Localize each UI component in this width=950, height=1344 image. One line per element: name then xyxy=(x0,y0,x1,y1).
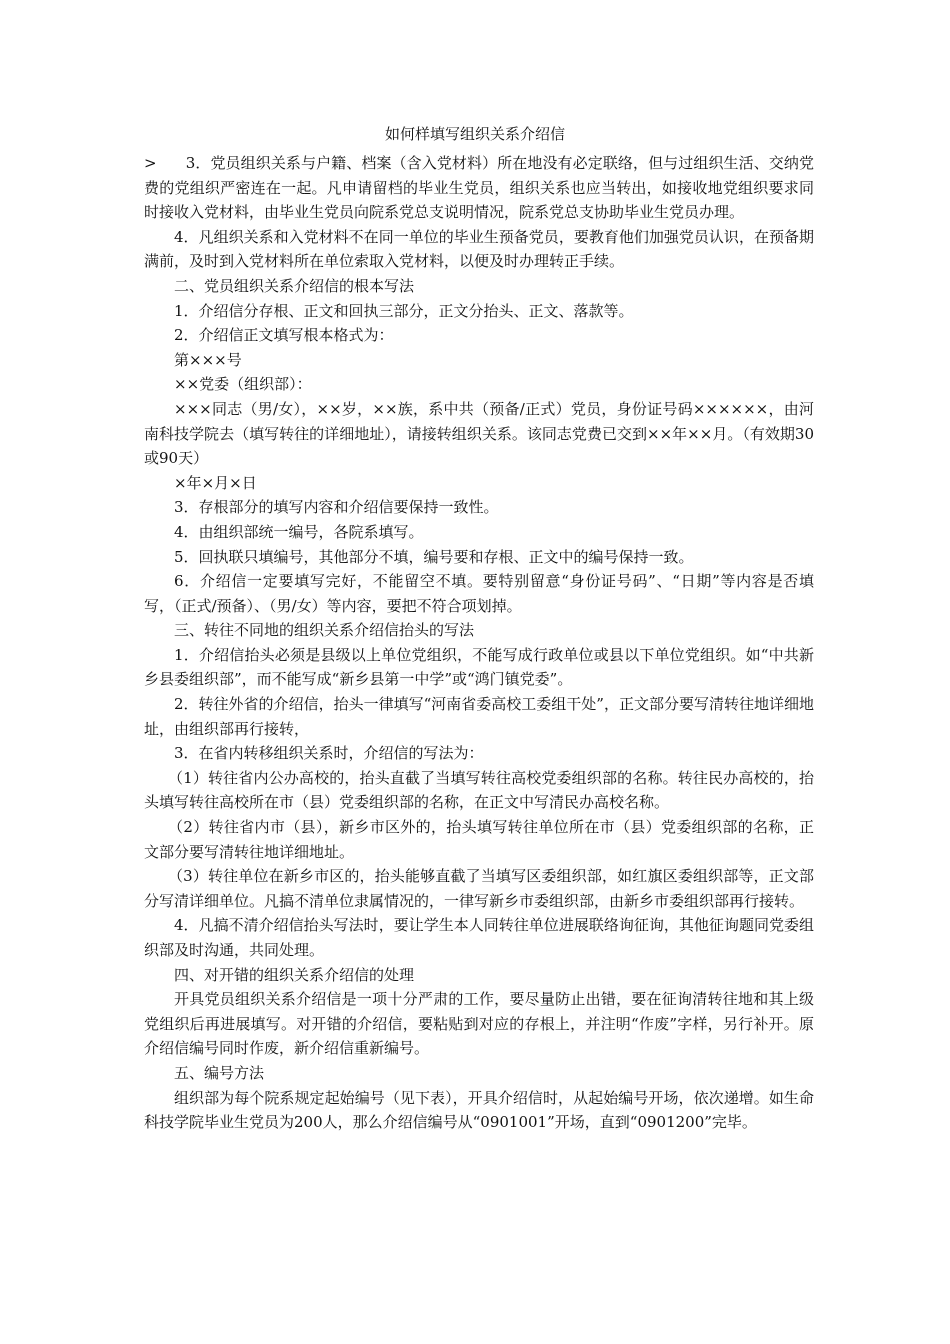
paragraph: 2．介绍信正文填写根本格式为： xyxy=(174,326,394,345)
paragraph: 第×××号 xyxy=(174,350,242,369)
paragraph: 4．凡组织关系和入党材料不在同一单位的毕业生预备党员，要教育他们加强党员认识，在预备期满前，及时到入党材料所在单位索取入党材料，以便及时办理转正手续。 xyxy=(144,227,814,271)
paragraph-text: 3．党员组织关系与户籍、档案（含入党材料）所在地没有必定联络，但与过组织生活、交纳党费的党组织严密连在一起。凡申请留档的毕业生党员，组织关系也应当转出，如接收地党组织要求同时接收入党材料，由毕业生党员向院系党总支说明情况，院系党总支协助毕业生党员办理。 xyxy=(144,154,814,222)
paragraph: （3）转往单位在新乡市区的，抬头能够直截了当填写区委组织部，如红旗区委组织部等，正文部分写清详细单位。凡搞不清单位隶属情况的，一律写新乡市委组织部，由新乡市委组织部再行接转。 xyxy=(144,867,814,910)
paragraph: 2．转往外省的介绍信，抬头一律填写“河南省委高校工委组干处”，正文部分要写清转往地详细地址，由组织部再行接转， xyxy=(144,695,814,738)
paragraph: 开具党员组织关系介绍信是一项十分严肃的工作，要尽量防止出错，要在征询清转往地和其上级党组织后再进展填写。对开错的介绍信，要粘贴到对应的存根上，并注明“作废”字样，另行补开。原介绍信编号同时作废，新介绍信重新编号。 xyxy=(144,990,814,1058)
paragraph: 1．介绍信抬头必须是县级以上单位党组织，不能写成行政单位或县以下单位党组织。如“中共新乡县委组织部”，而不能写成“新乡县第一中学”或“鸿门镇党委”。 xyxy=(144,645,814,689)
paragraph: 组织部为每个院系规定起始编号（见下表），开具介绍信时，从起始编号开场，依次递增。如生命科技学院毕业生党员为200人，那么介绍信编号从“0901001”开场，直到“0901200”完毕。 xyxy=(144,1088,814,1132)
paragraph: 4．凡搞不清介绍信抬头写法时，要让学生本人同转往单位进展联络询征询，其他征询题同党委组织部及时沟通，共同处理。 xyxy=(144,916,814,959)
paragraph: ××党委（组织部）： xyxy=(174,375,312,394)
document-title: 如何样填写组织关系介绍信 xyxy=(384,125,565,143)
section-heading: 五、编号方法 xyxy=(174,1063,265,1082)
section-heading: 四、对开错的组织关系介绍信的处理 xyxy=(174,965,415,984)
paragraph: 1．介绍信分存根、正文和回执三部分，正文分抬头、正文、落款等。 xyxy=(174,301,634,320)
paragraph: ×年×月×日 xyxy=(174,473,257,492)
list-marker: > xyxy=(144,154,157,172)
paragraph: （1）转往省内公办高校的，抬头直截了当填写转往高校党委组织部的名称。转往民办高校的，抬头填写转往高校所在市（县）党委组织部的名称，在正文中写清民办高校名称。 xyxy=(144,768,814,812)
section-heading: 三、转往不同地的组织关系介绍信抬头的写法 xyxy=(174,621,475,640)
paragraph: 3．存根部分的填写内容和介绍信要保持一致性。 xyxy=(174,498,499,517)
paragraph: 5．回执联只填编号，其他部分不填，编号要和存根、正文中的编号保持一致。 xyxy=(174,547,694,566)
paragraph: 6．介绍信一定要填写完好，不能留空不填。要特别留意“身份证号码”、“日期”等内容是否填写，（正式/预备）、（男/女）等内容，要把不符合项划掉。 xyxy=(144,572,814,615)
paragraph: 3．在省内转移组织关系时，介绍信的写法为： xyxy=(174,744,484,763)
paragraph: （2）转往省内市（县），新乡市区外的，抬头填写转往单位所在市（县）党委组织部的名称，正文部分要写清转往地详细地址。 xyxy=(144,818,814,861)
document-body xyxy=(144,151,814,1135)
section-heading: 二、党员组织关系介绍信的根本写法 xyxy=(174,276,415,295)
paragraph: ×××同志（男/女），××岁，××族，系中共（预备/正式）党员，身份证号码××××××，由河南科技学院去（填写转往的详细地址），请接转组织关系。该同志党费已交到××年××月。（有效期30或90天） xyxy=(144,399,814,468)
paragraph: 4．由组织部统一编号，各院系填写。 xyxy=(174,522,424,541)
paragraph-first xyxy=(144,151,814,225)
